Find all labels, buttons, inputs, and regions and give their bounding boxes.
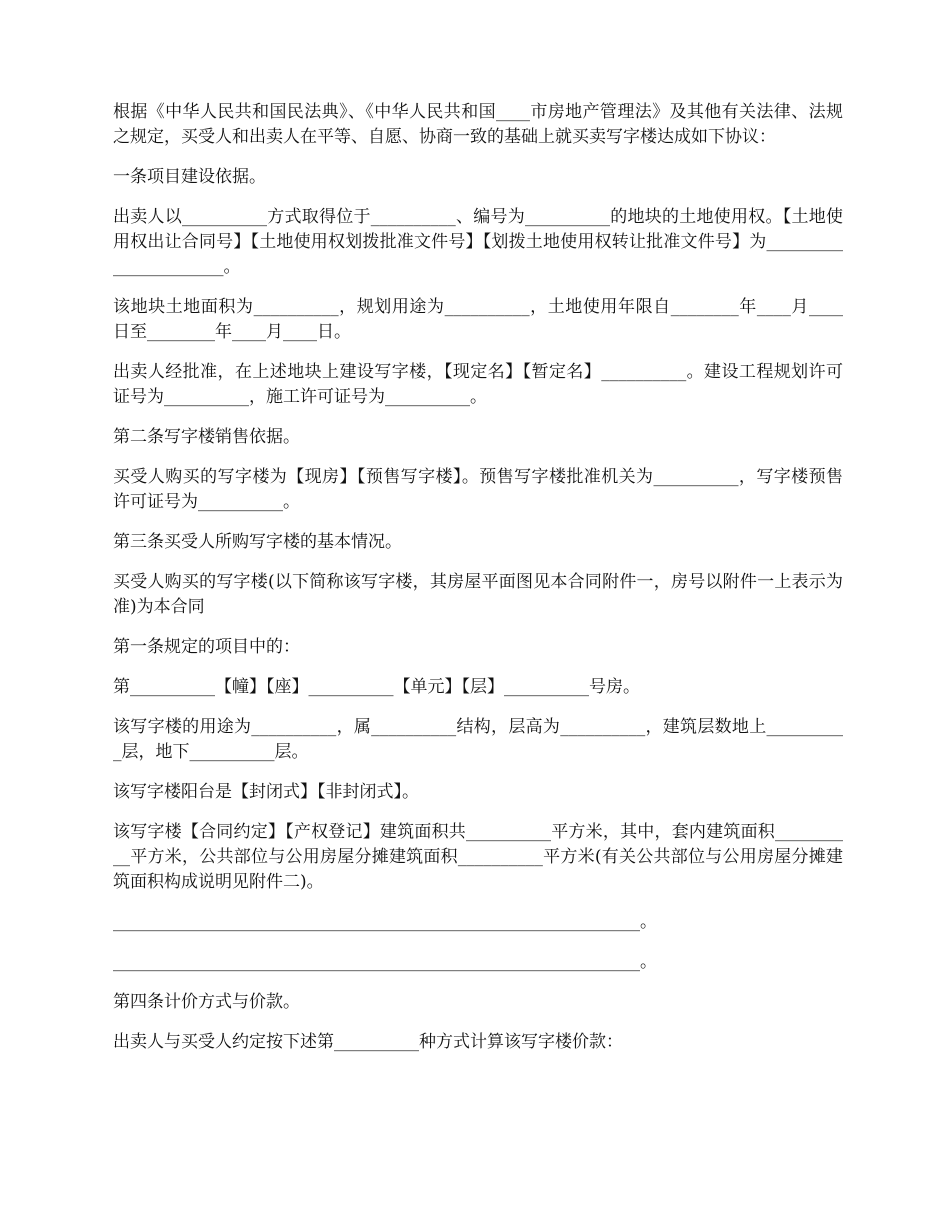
construction-permit-paragraph: 出卖人经批准，在上述地块上建设写字楼，【现定名】【暂定名】__________。建设工程规划许可证号为__________，施工许可证号为__________。 [113,362,843,407]
project-reference-paragraph: 第一条规定的项目中的： [113,637,300,657]
article-4-heading: 第四条计价方式与价款。 [113,992,300,1012]
document-page [113,100,843,1070]
presale-permit-paragraph: 买受人购买的写字楼为【现房】【预售写字楼】。预售写字楼批准机关为__________，写字楼预售许可证号为__________。 [113,467,843,512]
article-1-heading: 一条项目建设依据。 [113,167,266,187]
article-2-heading: 第二条写字楼销售依据。 [113,427,300,447]
blank-line-2: ______________________________________________________________。 [113,952,657,972]
land-area-paragraph: 该地块土地面积为__________，规划用途为__________，土地使用年限自________年____月____日至________年____月____日。 [113,297,843,342]
blank-line-1: ______________________________________________________________。 [113,912,657,932]
balcony-paragraph: 该写字楼阳台是【封闭式】【非封闭式】。 [113,782,419,802]
preamble-paragraph: 根据《中华人民共和国民法典》、《中华人民共和国____市房地产管理法》及其他有关法律、法规之规定，买受人和出卖人在平等、自愿、协商一致的基础上就买卖写字楼达成如下协议： [113,102,843,147]
land-acquisition-paragraph: 出卖人以__________方式取得位于__________、编号为__________的地块的土地使用权。【土地使用权出让合同号】【土地使用权划拨批准文件号】【划拨土地使用权转让批准文件号】为______________________。 [113,207,843,277]
unit-number-paragraph: 第__________【幢】【座】__________【单元】【层】__________号房。 [113,677,640,697]
article-3-heading: 第三条买受人所购写字楼的基本情况。 [113,532,402,552]
purchase-description-paragraph: 买受人购买的写字楼(以下简称该写字楼，其房屋平面图见本合同附件一，房号以附件一上表示为准)为本合同 [113,572,843,617]
pricing-method-paragraph: 出卖人与买受人约定按下述第__________种方式计算该写字楼价款： [113,1032,623,1052]
usage-structure-paragraph: 该写字楼的用途为__________，属__________结构，层高为__________，建筑层数地上__________层，地下__________层。 [113,717,843,762]
floor-area-paragraph: 该写字楼【合同约定】【产权登记】建筑面积共__________平方米，其中，套内建筑面积__________平方米，公共部位与公用房屋分摊建筑面积__________平方米(有关公共部位与公用房屋分摊建筑面积构成说明见附件二)。 [113,822,843,892]
